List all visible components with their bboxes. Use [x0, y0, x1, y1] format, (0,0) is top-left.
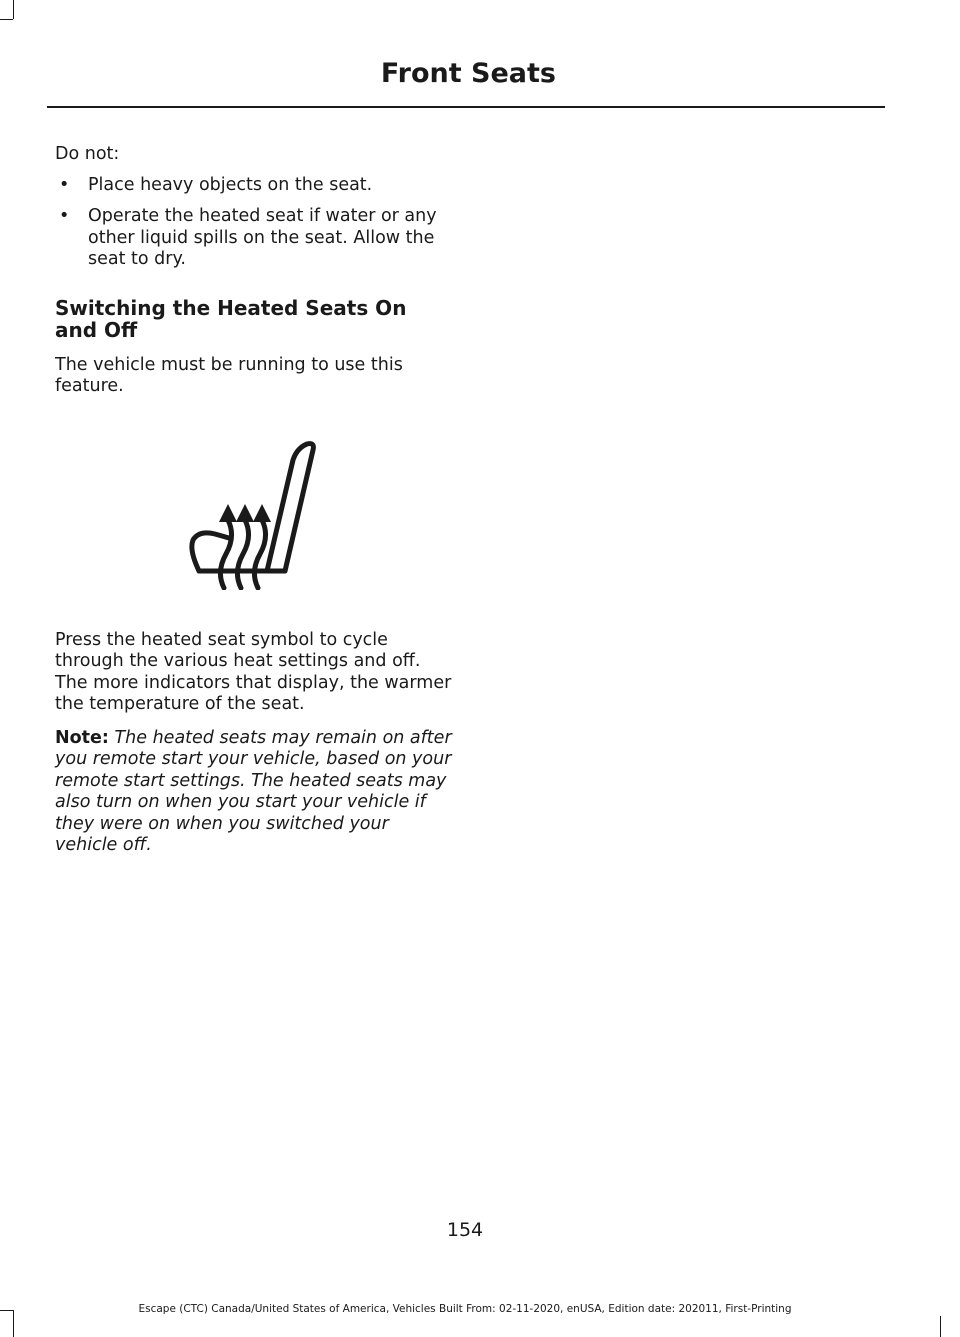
page-number: 154 — [446, 1219, 484, 1241]
crop-mark-top-left — [13, 0, 14, 19]
note-label: Note: — [55, 727, 109, 748]
section-heading: Switching the Heated Seats On and Off — [55, 295, 407, 342]
note-paragraph — [55, 728, 455, 857]
warning-list — [55, 175, 455, 271]
press-instructions: Press the heated seat symbol to cycle through the various heat settings and off. The more indicators that display, the warmer the temperature of the seat. — [55, 629, 452, 714]
figure — [55, 424, 455, 602]
crop-mark-bottom-right — [940, 1316, 941, 1337]
crop-mark-top-left-h — [0, 19, 13, 20]
note-text: The heated seats may remain on after you remote start your vehicle, based on your remote start settings. The heated seats may also turn on when you start your vehicle if they were on when you switched your vehicle off. — [55, 727, 452, 855]
running-note: The vehicle must be running to use this feature. — [55, 354, 403, 396]
list-item: • Operate the heated seat if water or any other liquid spills on the seat. Allow the seat to dry. — [55, 206, 455, 271]
list-item: • Place heavy objects on the seat. — [55, 175, 455, 197]
heated-seat-icon — [189, 430, 385, 590]
header-rule — [47, 106, 885, 108]
intro-text: Do not: — [55, 144, 120, 164]
main-column — [55, 144, 455, 869]
footer-text: Escape (CTC) Canada/United States of America, Vehicles Built From: 02-11-2020, enUSA, Edition date: 202011, First-Printing — [138, 1303, 792, 1315]
page-title: Front Seats — [380, 58, 556, 89]
